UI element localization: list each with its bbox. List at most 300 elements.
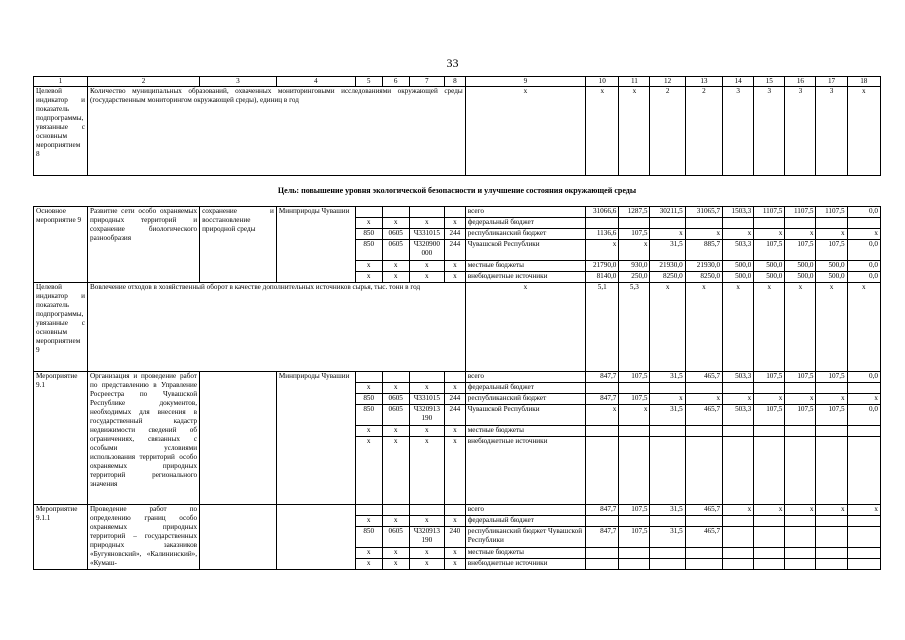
value-cell (785, 437, 816, 505)
value-cell (685, 437, 722, 505)
value-cell: 847,7 (586, 505, 619, 516)
indicator-value: 2 (685, 87, 722, 176)
value-cell (685, 516, 722, 527)
indicator-value: х (650, 283, 685, 372)
code-cell (409, 372, 444, 383)
code-cell: 240 (444, 527, 465, 548)
value-cell: 1107,5 (785, 207, 816, 218)
measure-label: Мероприятие 9.1 (34, 372, 88, 505)
value-cell (785, 383, 816, 394)
column-header: 14 (723, 77, 754, 87)
value-cell (847, 527, 880, 548)
value-cell: 107,5 (619, 527, 650, 548)
code-cell: 850 (355, 527, 382, 548)
value-cell: 500,0 (723, 261, 754, 272)
value-cell: 500,0 (785, 261, 816, 272)
indicator-value: х (619, 87, 650, 176)
column-header: 10 (586, 77, 619, 87)
value-cell (754, 527, 785, 548)
column-header: 6 (382, 77, 409, 87)
value-cell: 885,7 (685, 240, 722, 261)
value-cell (723, 383, 754, 394)
executor-cell (276, 505, 355, 570)
source-cell: местные бюджеты (465, 426, 585, 437)
source-cell: местные бюджеты (465, 261, 585, 272)
value-cell (685, 548, 722, 559)
table-top (33, 76, 881, 176)
value-cell: 107,5 (619, 394, 650, 405)
code-cell: х (409, 272, 444, 283)
value-cell: х (586, 240, 619, 261)
code-cell (444, 372, 465, 383)
value-cell: 1107,5 (754, 207, 785, 218)
value-cell (785, 426, 816, 437)
indicator-value: 3 (723, 87, 754, 176)
column-header: 13 (685, 77, 722, 87)
value-cell: х (847, 505, 880, 516)
code-cell: х (382, 559, 409, 570)
value-cell (847, 383, 880, 394)
value-cell: 31,5 (650, 505, 685, 516)
column-header: 16 (785, 77, 816, 87)
column-header: 8 (444, 77, 465, 87)
value-cell (816, 559, 847, 570)
value-cell (586, 383, 619, 394)
measure-name: Организация и проведение работ по представлению в Управление Росреестра по Чувашской Республике документов, необходимых для внесения в государственный кадастр недвижимости сведений об ограничениях, связанных с особыми условиями использования территорий особо охраняемых природных территорий регионального значения (87, 372, 199, 505)
code-cell: 0605 (382, 229, 409, 240)
table-row (34, 207, 881, 218)
code-cell: х (409, 261, 444, 272)
measure-label: Мероприятие 9.1.1 (34, 505, 88, 570)
table-main (33, 206, 881, 570)
value-cell (723, 426, 754, 437)
code-cell: 244 (444, 240, 465, 261)
code-cell: х (444, 437, 465, 505)
code-cell: Ч320913 190 (409, 405, 444, 426)
value-cell (754, 218, 785, 229)
code-cell: Ч320900 000 (409, 240, 444, 261)
measure-name: Развитие сети особо охраняемых природных территорий и сохранение биологического разнообразия (87, 207, 199, 283)
value-cell: 107,5 (816, 372, 847, 383)
value-cell: 8250,0 (685, 272, 722, 283)
value-cell: х (785, 394, 816, 405)
value-cell: х (847, 394, 880, 405)
column-header: 9 (465, 77, 585, 87)
indicator-value: х (465, 87, 585, 176)
value-cell: 1107,5 (816, 207, 847, 218)
value-cell: 107,5 (619, 229, 650, 240)
code-cell: 244 (444, 405, 465, 426)
value-cell: 847,7 (586, 527, 619, 548)
indicator-row (34, 283, 881, 372)
table-row (34, 372, 881, 383)
column-header: 3 (200, 77, 277, 87)
value-cell: х (816, 394, 847, 405)
column-header: 15 (754, 77, 785, 87)
indicator-text: Количество муниципальных образований, охваченных мониторинговыми исследованиями окружающей среды (государственным мониторингом окружающей среды), единиц в год (87, 87, 465, 176)
code-cell: 0605 (382, 240, 409, 261)
indicator-value: х (847, 87, 880, 176)
indicator-value: х (754, 283, 785, 372)
value-cell (685, 559, 722, 570)
value-cell: х (685, 394, 722, 405)
code-cell (409, 505, 444, 516)
source-cell: внебюджетные источники (465, 272, 585, 283)
table-row (34, 505, 881, 516)
indicator-row (34, 87, 881, 176)
value-cell: 1287,5 (619, 207, 650, 218)
value-cell (723, 516, 754, 527)
source-cell: внебюджетные источники (465, 559, 585, 570)
code-cell: х (444, 516, 465, 527)
column-header: 7 (409, 77, 444, 87)
indicator-value: х (847, 283, 880, 372)
code-cell: х (409, 516, 444, 527)
code-cell: х (409, 218, 444, 229)
code-cell: х (382, 261, 409, 272)
value-cell (816, 516, 847, 527)
code-cell: 850 (355, 405, 382, 426)
value-cell: 8250,0 (650, 272, 685, 283)
value-cell: 31065,7 (685, 207, 722, 218)
value-cell (723, 559, 754, 570)
executor-cell: Минприроды Чувашии (276, 372, 355, 505)
value-cell: 465,7 (685, 505, 722, 516)
value-cell (586, 437, 619, 505)
value-cell (586, 548, 619, 559)
value-cell: 107,5 (754, 372, 785, 383)
source-cell: Чувашской Республики (465, 405, 585, 426)
value-cell (816, 426, 847, 437)
value-cell: 465,7 (685, 405, 722, 426)
executor-cell: Минприроды Чувашии (276, 207, 355, 283)
value-cell (816, 437, 847, 505)
value-cell: 500,0 (754, 261, 785, 272)
value-cell: 107,5 (816, 405, 847, 426)
column-header: 5 (355, 77, 382, 87)
value-cell (816, 218, 847, 229)
value-cell: 465,7 (685, 527, 722, 548)
value-cell (785, 559, 816, 570)
code-cell (382, 207, 409, 218)
code-cell: х (382, 437, 409, 505)
code-cell (355, 505, 382, 516)
code-cell: Ч320913 190 (409, 527, 444, 548)
code-cell (382, 505, 409, 516)
indicator-value: 5,1 (586, 283, 619, 372)
code-cell: х (409, 437, 444, 505)
code-cell: х (382, 383, 409, 394)
value-cell: 930,0 (619, 261, 650, 272)
value-cell: 465,7 (685, 372, 722, 383)
code-cell: х (382, 272, 409, 283)
code-cell: х (355, 559, 382, 570)
value-cell: х (785, 229, 816, 240)
value-cell: х (723, 505, 754, 516)
value-cell: х (847, 229, 880, 240)
value-cell (586, 559, 619, 570)
value-cell (619, 383, 650, 394)
source-cell: федеральный бюджет (465, 218, 585, 229)
value-cell (847, 426, 880, 437)
code-cell: 0605 (382, 405, 409, 426)
value-cell: 500,0 (816, 272, 847, 283)
code-cell: х (409, 559, 444, 570)
code-cell: х (355, 272, 382, 283)
value-cell: 250,0 (619, 272, 650, 283)
measure-name: Проведение работ по определению границ особо охраняемых природных территорий – государственных природных заказников «Бугуяновский», «Калининский», «Кумаш- (87, 505, 199, 570)
value-cell: 500,0 (723, 272, 754, 283)
page-number: 33 (446, 56, 459, 70)
indicator-value: 3 (785, 87, 816, 176)
code-cell: х (355, 548, 382, 559)
value-cell: 500,0 (816, 261, 847, 272)
indicator-value: х (586, 87, 619, 176)
source-cell: Чувашской Республики (465, 240, 585, 261)
value-cell (847, 437, 880, 505)
value-cell (847, 516, 880, 527)
value-cell: 0,0 (847, 405, 880, 426)
source-cell: всего (465, 207, 585, 218)
value-cell: х (619, 405, 650, 426)
value-cell: 107,5 (619, 372, 650, 383)
value-cell (619, 426, 650, 437)
code-cell: х (355, 516, 382, 527)
value-cell: 31,5 (650, 405, 685, 426)
value-cell: 503,3 (723, 372, 754, 383)
value-cell (650, 559, 685, 570)
header-row (34, 77, 881, 87)
code-cell: х (355, 437, 382, 505)
code-cell: 244 (444, 394, 465, 405)
value-cell: 31066,6 (586, 207, 619, 218)
code-cell: х (382, 218, 409, 229)
value-cell (723, 527, 754, 548)
source-cell: республиканский бюджет Чувашской Республики (465, 527, 585, 548)
value-cell (754, 559, 785, 570)
value-cell: х (754, 394, 785, 405)
value-cell (650, 516, 685, 527)
value-cell: х (650, 229, 685, 240)
code-cell: х (355, 218, 382, 229)
value-cell: 0,0 (847, 272, 880, 283)
value-cell: 107,5 (754, 240, 785, 261)
code-cell: х (382, 516, 409, 527)
value-cell: 107,5 (785, 372, 816, 383)
code-cell: 850 (355, 229, 382, 240)
value-cell (754, 383, 785, 394)
indicator-value: 2 (650, 87, 685, 176)
code-cell: х (355, 383, 382, 394)
code-cell: х (409, 383, 444, 394)
value-cell (785, 516, 816, 527)
value-cell (816, 383, 847, 394)
indicator-value: х (723, 283, 754, 372)
value-cell: 0,0 (847, 207, 880, 218)
value-cell: х (754, 505, 785, 516)
indicator-value: 3 (816, 87, 847, 176)
source-cell: республиканский бюджет (465, 229, 585, 240)
value-cell: 500,0 (785, 272, 816, 283)
code-cell: х (444, 261, 465, 272)
value-cell (847, 218, 880, 229)
column-header: 11 (619, 77, 650, 87)
code-cell: х (444, 559, 465, 570)
source-cell: всего (465, 505, 585, 516)
value-cell: 8140,0 (586, 272, 619, 283)
value-cell: 0,0 (847, 372, 880, 383)
value-cell (650, 548, 685, 559)
value-cell (619, 516, 650, 527)
value-cell: 0,0 (847, 261, 880, 272)
value-cell (754, 426, 785, 437)
value-cell (754, 516, 785, 527)
value-cell (816, 527, 847, 548)
value-cell: 31,5 (650, 372, 685, 383)
value-cell (785, 527, 816, 548)
code-cell: х (444, 548, 465, 559)
value-cell (754, 548, 785, 559)
code-cell: х (355, 426, 382, 437)
value-cell: х (723, 394, 754, 405)
task-cell (200, 372, 277, 505)
value-cell: 21930,0 (685, 261, 722, 272)
code-cell (444, 505, 465, 516)
value-cell: х (816, 229, 847, 240)
task-cell: сохранение и восстановление природной среды (200, 207, 277, 283)
code-cell (355, 372, 382, 383)
value-cell (650, 218, 685, 229)
goal-heading: Цель: повышение уровня экологической безопасности и улучшение состояния окружающей среды (277, 186, 637, 195)
code-cell: 0605 (382, 527, 409, 548)
value-cell (685, 383, 722, 394)
indicator-label: Целевой индикатор и показатель подпрограммы, увязанные с основным мероприятием 8 (34, 87, 88, 176)
code-cell: 850 (355, 394, 382, 405)
code-cell: х (382, 548, 409, 559)
value-cell: 0,0 (847, 240, 880, 261)
value-cell: х (785, 505, 816, 516)
code-cell: х (382, 426, 409, 437)
value-cell: х (754, 229, 785, 240)
source-cell: всего (465, 372, 585, 383)
value-cell (619, 437, 650, 505)
value-cell: х (723, 229, 754, 240)
indicator-value: х (685, 283, 722, 372)
code-cell: х (444, 218, 465, 229)
value-cell (785, 548, 816, 559)
value-cell (754, 437, 785, 505)
indicator-value: 5,3 (619, 283, 650, 372)
value-cell: 107,5 (785, 240, 816, 261)
code-cell (355, 207, 382, 218)
code-cell: х (444, 272, 465, 283)
code-cell: 0605 (382, 394, 409, 405)
value-cell: х (586, 405, 619, 426)
source-cell: внебюджетные источники (465, 437, 585, 505)
value-cell: 1136,6 (586, 229, 619, 240)
value-cell: х (619, 240, 650, 261)
value-cell (723, 218, 754, 229)
value-cell: 847,7 (586, 394, 619, 405)
task-cell (200, 505, 277, 570)
indicator-value: х (816, 283, 847, 372)
value-cell: 30211,5 (650, 207, 685, 218)
code-cell: х (444, 426, 465, 437)
value-cell: 31,5 (650, 527, 685, 548)
value-cell (650, 383, 685, 394)
value-cell: х (685, 229, 722, 240)
value-cell (723, 548, 754, 559)
value-cell (650, 426, 685, 437)
value-cell (847, 559, 880, 570)
value-cell (586, 218, 619, 229)
value-cell: 503,3 (723, 240, 754, 261)
value-cell: 107,5 (816, 240, 847, 261)
column-header: 1 (34, 77, 88, 87)
value-cell: х (816, 505, 847, 516)
code-cell (409, 207, 444, 218)
code-cell: х (409, 426, 444, 437)
source-cell: республиканский бюджет (465, 394, 585, 405)
source-cell: местные бюджеты (465, 548, 585, 559)
value-cell (685, 426, 722, 437)
measure-label: Основное мероприятие 9 (34, 207, 88, 283)
column-header: 12 (650, 77, 685, 87)
value-cell (586, 426, 619, 437)
value-cell (723, 437, 754, 505)
column-header: 4 (276, 77, 355, 87)
value-cell (619, 218, 650, 229)
value-cell: 500,0 (754, 272, 785, 283)
value-cell (847, 548, 880, 559)
code-cell: Ч331015 (409, 394, 444, 405)
source-cell: федеральный бюджет (465, 516, 585, 527)
code-cell: 850 (355, 240, 382, 261)
code-cell: х (355, 261, 382, 272)
value-cell (619, 548, 650, 559)
value-cell (685, 218, 722, 229)
code-cell (382, 372, 409, 383)
indicator-label: Целевой индикатор и показатель подпрограммы, увязанные с основным мероприятием 9 (34, 283, 88, 372)
value-cell: 31,5 (650, 240, 685, 261)
value-cell: 21930,0 (650, 261, 685, 272)
value-cell: 21790,0 (586, 261, 619, 272)
code-cell: х (409, 548, 444, 559)
value-cell: 1503,3 (723, 207, 754, 218)
value-cell: 847,7 (586, 372, 619, 383)
value-cell: 503,3 (723, 405, 754, 426)
value-cell: 107,5 (619, 505, 650, 516)
code-cell: 244 (444, 229, 465, 240)
value-cell (785, 218, 816, 229)
column-header: 17 (816, 77, 847, 87)
value-cell (650, 437, 685, 505)
code-cell (444, 207, 465, 218)
code-cell: х (444, 383, 465, 394)
indicator-value: х (465, 283, 585, 372)
value-cell (586, 516, 619, 527)
value-cell: 107,5 (785, 405, 816, 426)
value-cell (816, 548, 847, 559)
indicator-value: х (785, 283, 816, 372)
value-cell: х (650, 394, 685, 405)
value-cell (619, 559, 650, 570)
indicator-value: 3 (754, 87, 785, 176)
column-header: 2 (87, 77, 199, 87)
indicator-text: Вовлечение отходов в хозяйственный оборот в качестве дополнительных источников сырья, тыс. тонн в год (87, 283, 465, 372)
column-header: 18 (847, 77, 880, 87)
source-cell: федеральный бюджет (465, 383, 585, 394)
